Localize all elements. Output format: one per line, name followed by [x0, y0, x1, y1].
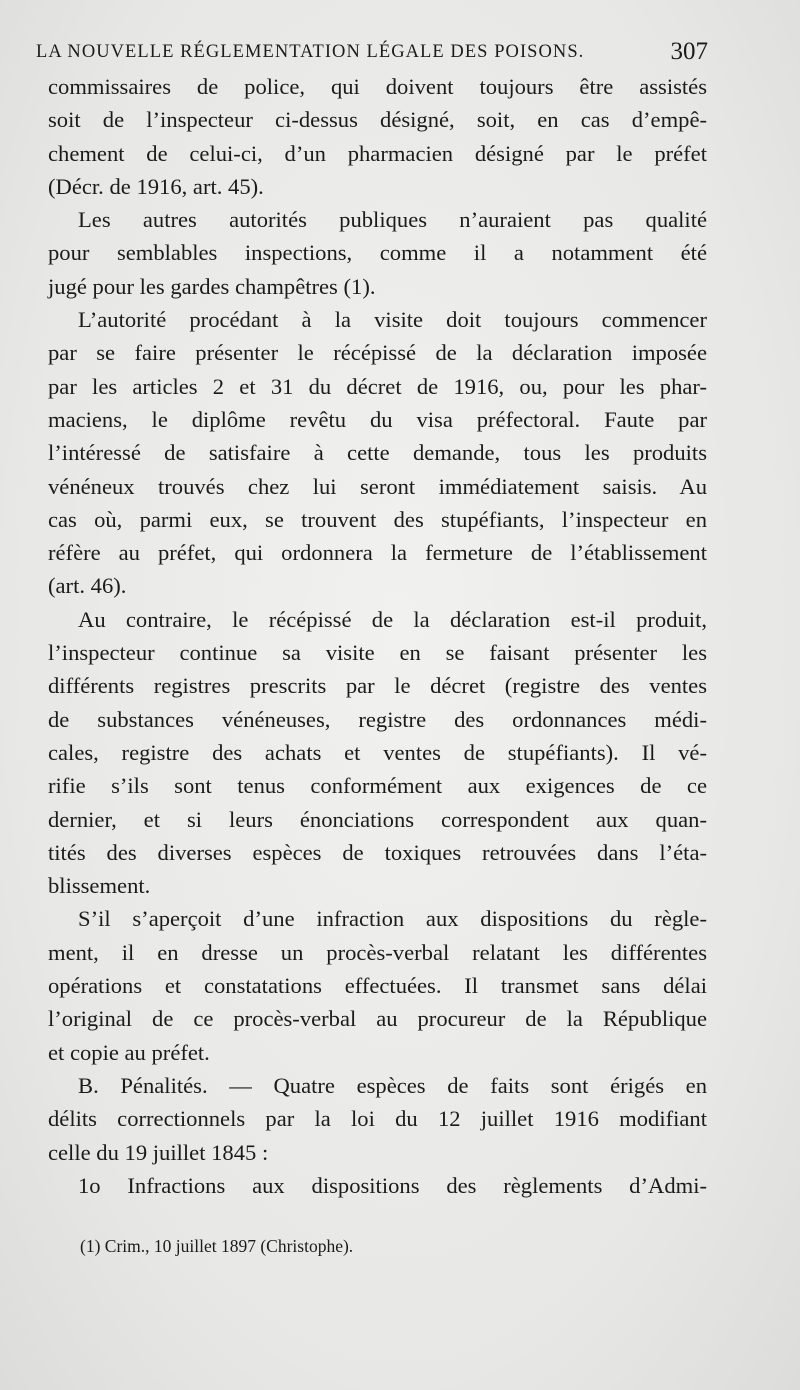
- text-line: différents registres prescrits par le décret (registre des ventes: [48, 673, 707, 699]
- body-text: [48, 70, 707, 1202]
- text-line: (art. 46).: [48, 573, 127, 599]
- text-line: vénéneux trouvés chez lui seront immédiatement saisis. Au: [48, 473, 707, 499]
- text-line: délits correctionnels par la loi du 12 juillet 1916 modifiant: [48, 1106, 707, 1132]
- text-line: cales, registre des achats et ventes de stupéfiants). Il vé-: [48, 739, 707, 765]
- page-number: 307: [670, 38, 708, 65]
- paragraph-start-line: 1o Infractions aux dispositions des règlements d’Admi-: [78, 1172, 707, 1198]
- text-line: opérations et constatations effectuées. Il transmet sans délai: [48, 973, 707, 999]
- text-line: l’inspecteur continue sa visite en se faisant présenter les: [48, 640, 707, 666]
- text-line: pour semblables inspections, comme il a notamment été: [48, 240, 707, 266]
- text-line: de substances vénéneuses, registre des ordonnances médi-: [48, 706, 707, 732]
- text-line: l’intéressé de satisfaire à cette demande, tous les produits: [48, 440, 707, 466]
- text-line: tités des diverses espèces de toxiques retrouvées dans l’éta-: [48, 839, 707, 865]
- paragraph-start-line: L’autorité procédant à la visite doit toujours commencer: [78, 307, 707, 333]
- text-line: blissement.: [48, 873, 151, 899]
- text-line: l’original de ce procès-verbal au procureur de la République: [48, 1006, 707, 1032]
- paragraph-start-line: S’il s’aperçoit d’une infraction aux dispositions du règle-: [78, 906, 707, 932]
- text-line: soit de l’inspecteur ci-dessus désigné, soit, en cas d’empê-: [48, 107, 707, 133]
- text-line: rifie s’ils sont tenus conformément aux exigences de ce: [48, 773, 707, 799]
- text-line: par les articles 2 et 31 du décret de 1916, ou, pour les phar-: [48, 373, 707, 399]
- text-line: par se faire présenter le récépissé de la déclaration imposée: [48, 340, 707, 366]
- page-header: [36, 38, 708, 68]
- text-line: celle du 19 juillet 1845 :: [48, 1139, 269, 1165]
- text-line: ment, il en dresse un procès-verbal relatant les différentes: [48, 939, 707, 965]
- text-line: maciens, le diplôme revêtu du visa préfectoral. Faute par: [48, 406, 707, 432]
- paragraph-start-line: Les autres autorités publiques n’auraient pas qualité: [78, 207, 707, 233]
- text-line: réfère au préfet, qui ordonnera la fermeture de l’établissement: [48, 540, 707, 566]
- paragraph-start-line: Au contraire, le récépissé de la déclaration est-il produit,: [78, 606, 707, 632]
- text-line: cas où, parmi eux, se trouvent des stupéfiants, l’inspecteur en: [48, 506, 707, 532]
- running-title: LA NOUVELLE RÉGLEMENTATION LÉGALE DES POISONS.: [36, 42, 585, 62]
- text-line: jugé pour les gardes champêtres (1).: [48, 273, 376, 299]
- footnote: (1) Crim., 10 juillet 1897 (Christophe).: [80, 1236, 354, 1256]
- section-heading-line: B. Pénalités. — Quatre espèces de faits sont érigés en: [78, 1072, 707, 1098]
- text-line: dernier, et si leurs énonciations correspondent aux quan-: [48, 806, 707, 832]
- text-line: chement de celui-ci, d’un pharmacien désigné par le préfet: [48, 140, 707, 166]
- text-line: et copie au préfet.: [48, 1039, 210, 1065]
- text-line: (Décr. de 1916, art. 45).: [48, 173, 264, 199]
- text-line: commissaires de police, qui doivent toujours être assistés: [48, 74, 707, 99]
